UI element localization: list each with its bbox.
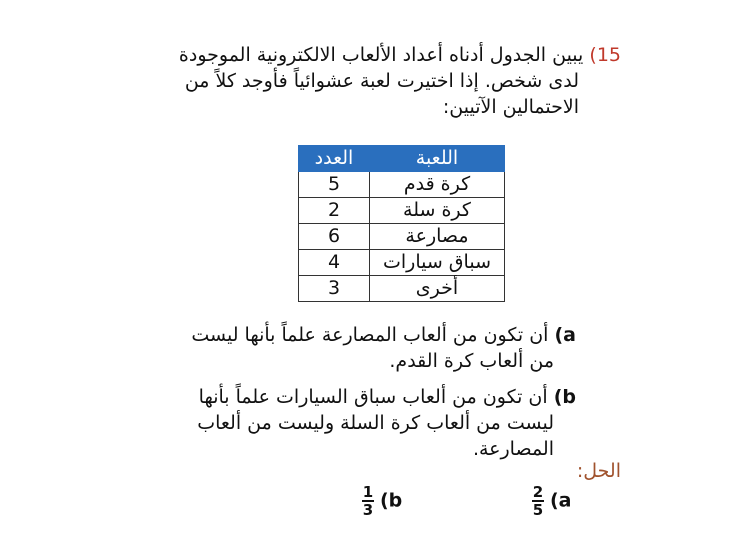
fraction-b: $\frac{1}{3}$ [362, 483, 374, 519]
cell-count: 2 [299, 198, 370, 224]
part-b-tag: b) [553, 386, 576, 408]
cell-game: مصارعة [370, 224, 505, 250]
cell-count: 4 [299, 250, 370, 276]
answer-b [362, 484, 402, 518]
solution-label: الحل: [576, 460, 621, 482]
table-header-row [299, 146, 505, 172]
part-b [136, 384, 576, 462]
table-row [299, 198, 505, 224]
part-b-line-2: ليست من ألعاب كرة السلة وليست من ألعاب [197, 412, 554, 434]
cell-count: 5 [299, 172, 370, 198]
part-a-line-1: أن تكون من ألعاب المصارعة علماً بأنها ليست [191, 324, 549, 346]
question-number: 15) [589, 44, 621, 66]
part-b-line-3: المصارعة. [472, 438, 554, 460]
header-count: العدد [299, 146, 370, 172]
table-row [299, 172, 505, 198]
cell-game: سباق سيارات [370, 250, 505, 276]
part-b-line-1: أن تكون من ألعاب سباق السيارات علماً بأنها [198, 386, 548, 408]
cell-game: كرة سلة [370, 198, 505, 224]
games-table [298, 145, 505, 302]
question-line-2: لدى شخص. إذا اختيرت لعبة عشوائياً فأوجد كلاً من [184, 70, 579, 92]
question-block [141, 42, 621, 120]
part-a [136, 322, 576, 374]
table-row [299, 224, 505, 250]
cell-game: أخرى [370, 276, 505, 302]
fraction-a: $\frac{2}{5}$ [532, 483, 544, 519]
answer-a [532, 484, 572, 518]
question-line-1: 15) يبين الجدول أدناه أعداد الألعاب الالكترونية الموجودة [178, 44, 621, 66]
answer-a-tag: (a [550, 489, 572, 512]
cell-count: 6 [299, 224, 370, 250]
question-line-3: الاحتمالين الآتيين: [442, 96, 579, 118]
part-a-line-2: من ألعاب كرة القدم. [389, 350, 554, 372]
cell-count: 3 [299, 276, 370, 302]
header-game: اللعبة [370, 146, 505, 172]
part-a-tag: a) [554, 324, 576, 346]
table-row [299, 276, 505, 302]
cell-game: كرة قدم [370, 172, 505, 198]
answer-b-tag: (b [380, 489, 403, 512]
table-row [299, 250, 505, 276]
